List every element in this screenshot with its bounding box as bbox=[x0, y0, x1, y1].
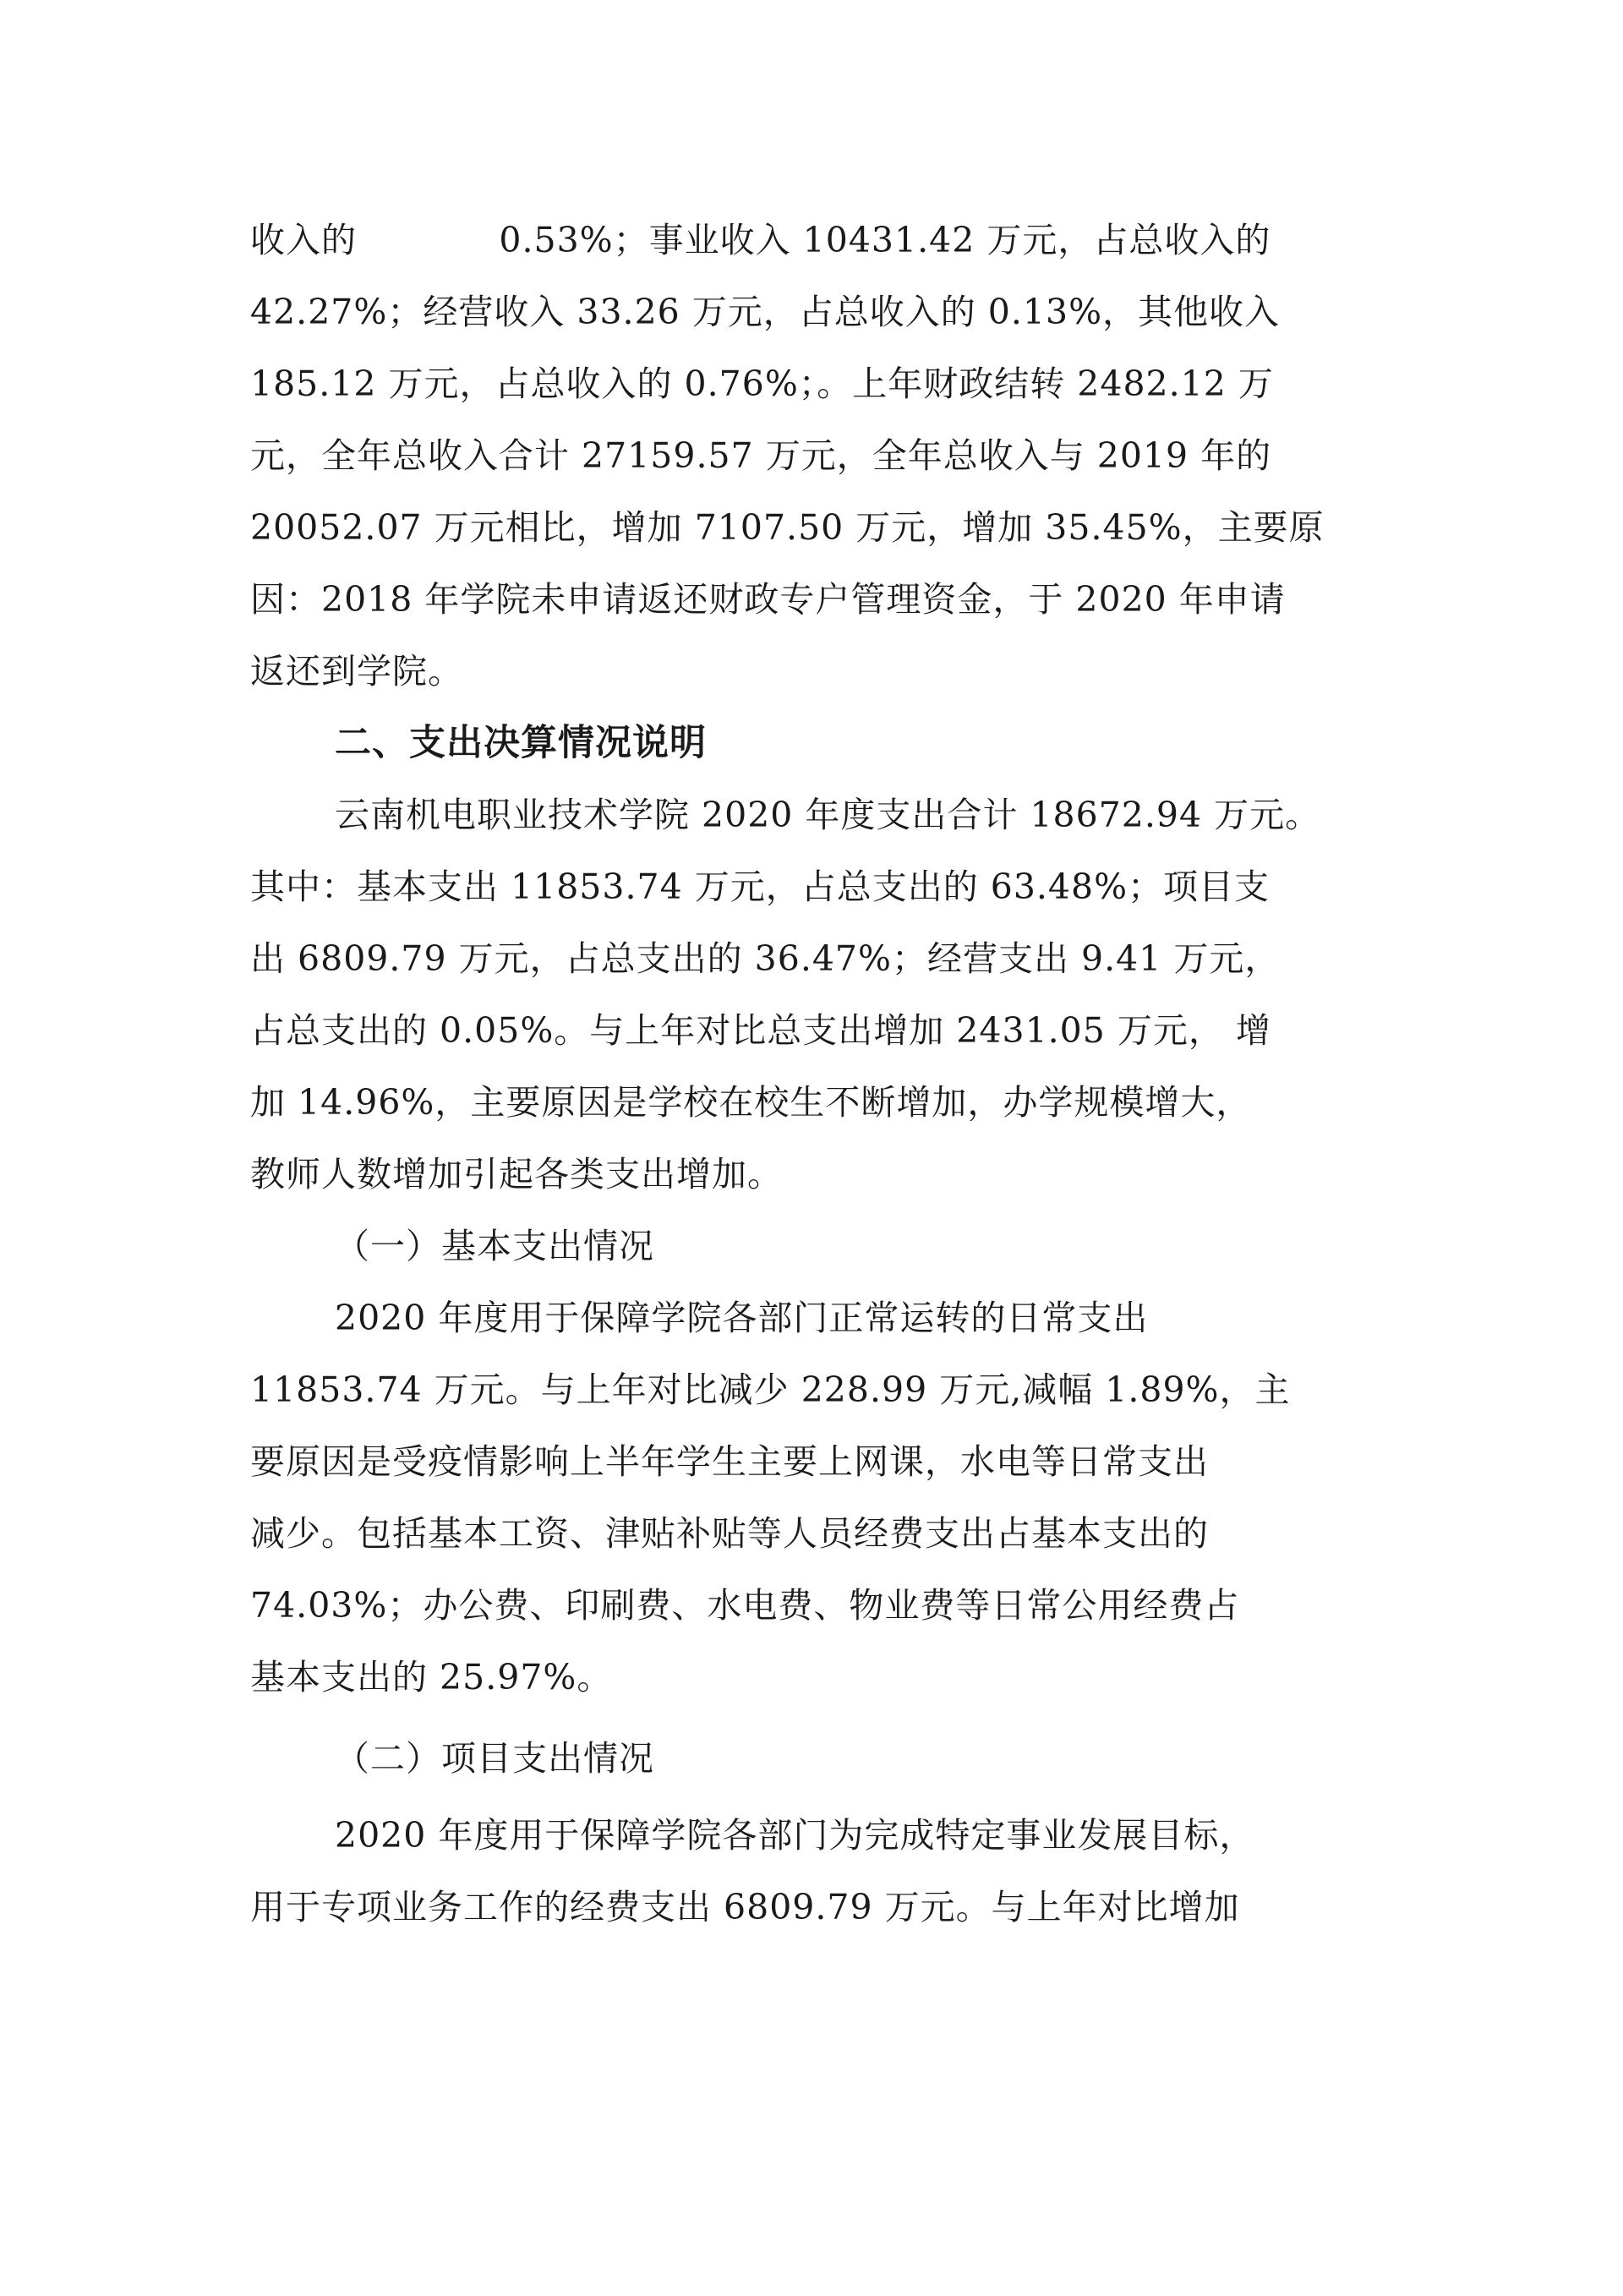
subsection-heading: （一）基本支出情况 bbox=[335, 1226, 654, 1266]
text-line: 因：2018 年学院未申请返还财政专户管理资金，于 2020 年申请 bbox=[250, 579, 1286, 620]
text-line: 要原因是受疫情影响上半年学生主要上网课，水电等日常支出 bbox=[250, 1441, 1209, 1482]
text-line: 减少。包括基本工资、津贴补贴等人员经费支出占基本支出的 bbox=[250, 1513, 1209, 1554]
text-line: 教师人数增加引起各类支出增加。 bbox=[250, 1154, 783, 1194]
text-line: 20052.07 万元相比，增加 7107.50 万元，增加 35.45%，主要原 bbox=[250, 507, 1325, 548]
text-line: 其中：基本支出 11853.74 万元，占总支出的 63.48%；项目支 bbox=[250, 866, 1271, 907]
text-line: 返还到学院。 bbox=[250, 651, 463, 692]
text-line: 占总支出的 0.05%。与上年对比总支出增加 2431.05 万元， 增 bbox=[250, 1010, 1271, 1051]
section-heading: 二、支出决算情况说明 bbox=[335, 722, 707, 764]
text-line: 11853.74 万元。与上年对比减少 228.99 万元,减幅 1.89%，主 bbox=[250, 1369, 1291, 1410]
text-line: 42.27%；经营收入 33.26 万元，占总收入的 0.13%，其他收入 bbox=[250, 292, 1281, 332]
text-line: 出 6809.79 万元，占总支出的 36.47%；经营支出 9.41 万元， bbox=[250, 938, 1281, 979]
text-line: 基本支出的 25.97%。 bbox=[250, 1657, 613, 1697]
text-line: 收入的 0.53%；事业收入 10431.42 万元，占总收入的 bbox=[250, 220, 1271, 260]
text-line: 2020 年度用于保障学院各部门为完成特定事业发展目标， bbox=[335, 1815, 1255, 1856]
text-line: 加 14.96%，主要原因是学校在校生不断增加，办学规模增大， bbox=[250, 1082, 1252, 1123]
text-line: 185.12 万元，占总收入的 0.76%；。上年财政结转 2482.12 万 bbox=[250, 364, 1274, 404]
text-line: 74.03%；办公费、印刷费、水电费、物业费等日常公用经费占 bbox=[250, 1585, 1240, 1626]
text-line: 云南机电职业技术学院 2020 年度支出合计 18672.94 万元。 bbox=[335, 795, 1321, 835]
subsection-heading: （二）项目支出情况 bbox=[335, 1738, 654, 1779]
text-line: 元，全年总收入合计 27159.57 万元，全年总收入与 2019 年的 bbox=[250, 435, 1272, 476]
text-line: 用于专项业务工作的经费支出 6809.79 万元。与上年对比增加 bbox=[250, 1887, 1240, 1927]
text-line: 2020 年度用于保障学院各部门正常运转的日常支出 bbox=[335, 1298, 1149, 1338]
